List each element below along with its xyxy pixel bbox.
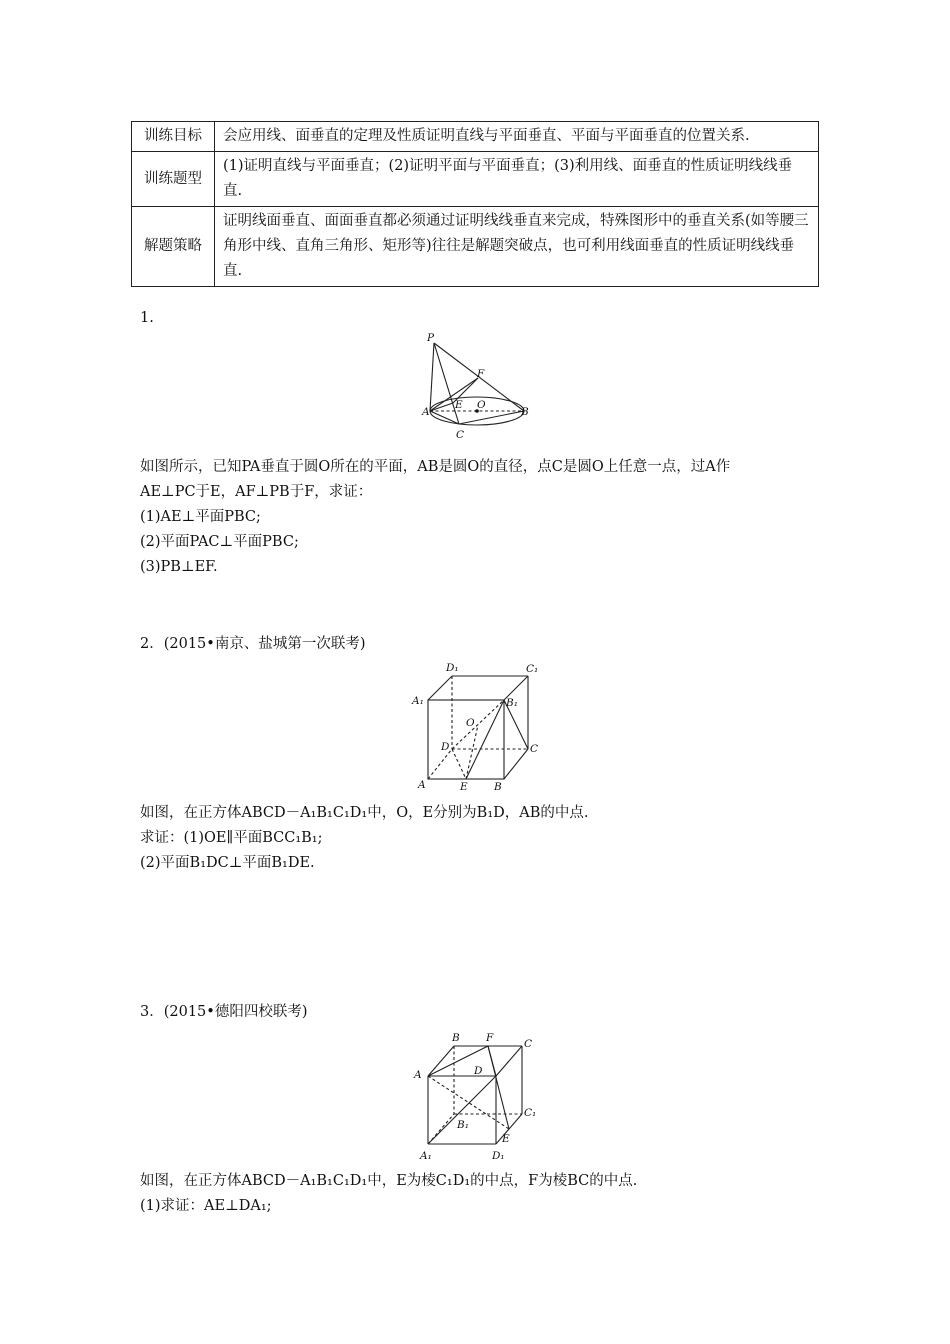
label-c1: C₁ (526, 663, 539, 675)
label-d1: D₁ (446, 662, 459, 674)
label-o: O (477, 399, 486, 411)
problem-1-number: 1. (140, 310, 154, 326)
label-c: C (456, 429, 465, 441)
row-content: (1)证明直线与平面垂直；(2)证明平面与平面垂直；(3)利用线、面垂直的性质证明线线垂直. (215, 152, 819, 207)
problem-1-figure (420, 330, 530, 445)
row-label: 解题策略 (132, 207, 215, 287)
problem-2-part-2: (2)平面B₁DC⊥平面B₁DE. (140, 855, 315, 871)
label-b: B (521, 406, 529, 418)
problem-1-part-1: (1)AE⊥平面PBC; (140, 509, 261, 525)
row-label: 训练题型 (132, 152, 215, 207)
cube-front-face (428, 700, 504, 779)
edge-pa (430, 343, 434, 411)
problem-1-part-2: (2)平面PAC⊥平面PBC; (140, 534, 299, 550)
training-info-table (131, 121, 819, 287)
problem-2-stem-line-1: 如图，在正方体ABCD－A₁B₁C₁D₁中，O，E分别为B₁D，AB的中点. (140, 805, 589, 821)
row-label: 训练目标 (132, 122, 215, 152)
label-a1: A₁ (412, 695, 424, 707)
problem-1-stem-line-2: AE⊥PC于E，AF⊥PB于F，求证： (140, 484, 373, 500)
edge-a1d (428, 1076, 496, 1144)
label-b1: B₁ (457, 1119, 469, 1131)
label-b: B (494, 781, 502, 793)
label-f: F (477, 368, 485, 380)
label-e: E (460, 781, 468, 793)
edge-fe (488, 1046, 509, 1129)
label-e: E (502, 1133, 510, 1145)
label-a: A (422, 406, 430, 418)
problem-2-figure (410, 660, 550, 795)
table-row (132, 207, 819, 287)
problem-1-part-3: (3)PB⊥EF. (140, 559, 218, 575)
problem-3-number: 3．(2015•德阳四校联考) (140, 1004, 308, 1020)
label-d: D (441, 741, 450, 753)
label-f: F (486, 1032, 494, 1044)
problem-2-part-1: 求证：(1)OE∥平面BCC₁B₁; (140, 830, 323, 846)
row-content: 证明线面垂直、面面垂直都必须通过证明线线垂直来完成，特殊图形中的垂直关系(如等腰三角形中线、直角三角形、矩形等)往往是解题突破点，也可利用线面垂直的性质证明线线垂直. (215, 207, 819, 287)
label-c1: C₁ (524, 1107, 537, 1119)
edge-a1d1 (428, 676, 452, 700)
edge-bc (504, 749, 528, 779)
label-e: E (455, 399, 463, 411)
label-d: D (474, 1065, 483, 1077)
label-d1: D₁ (492, 1150, 505, 1162)
edge-ab (428, 1046, 454, 1076)
edge-dc (496, 1046, 522, 1076)
edge-ad (428, 749, 452, 779)
label-c: C (530, 743, 539, 755)
label-o: O (466, 717, 475, 729)
row-content: 会应用线、面垂直的定理及性质证明直线与平面垂直、平面与平面垂直的位置关系. (215, 122, 819, 152)
edge-pc (434, 343, 459, 424)
edge-eb1 (466, 700, 504, 779)
problem-3-stem-line-1: 如图，在正方体ABCD－A₁B₁C₁D₁中，E为棱C₁D₁的中点，F为棱BC的中点. (140, 1173, 638, 1189)
diag-db1 (452, 700, 504, 749)
problem-3-figure (410, 1030, 550, 1165)
table-row (132, 152, 819, 207)
label-a1: A₁ (420, 1150, 432, 1162)
edge-cb (459, 411, 524, 424)
edge-ae (430, 403, 453, 411)
edge-eo (466, 725, 478, 779)
label-a: A (414, 1069, 422, 1081)
problem-3-part-1: (1)求证：AE⊥DA₁; (140, 1198, 272, 1214)
problem-1-stem-line-1: 如图所示，已知PA垂直于圆O所在的平面，AB是圆O的直径，点C是圆O上任意一点，过A作 (140, 459, 731, 475)
label-c: C (524, 1038, 533, 1050)
problem-2-number: 2．(2015•南京、盐城第一次联考) (140, 636, 366, 652)
label-b: B (452, 1032, 460, 1044)
table-row (132, 122, 819, 152)
label-p: P (427, 332, 435, 344)
label-b1: B₁ (506, 697, 518, 709)
label-a: A (418, 779, 426, 791)
edge-de (452, 749, 466, 779)
